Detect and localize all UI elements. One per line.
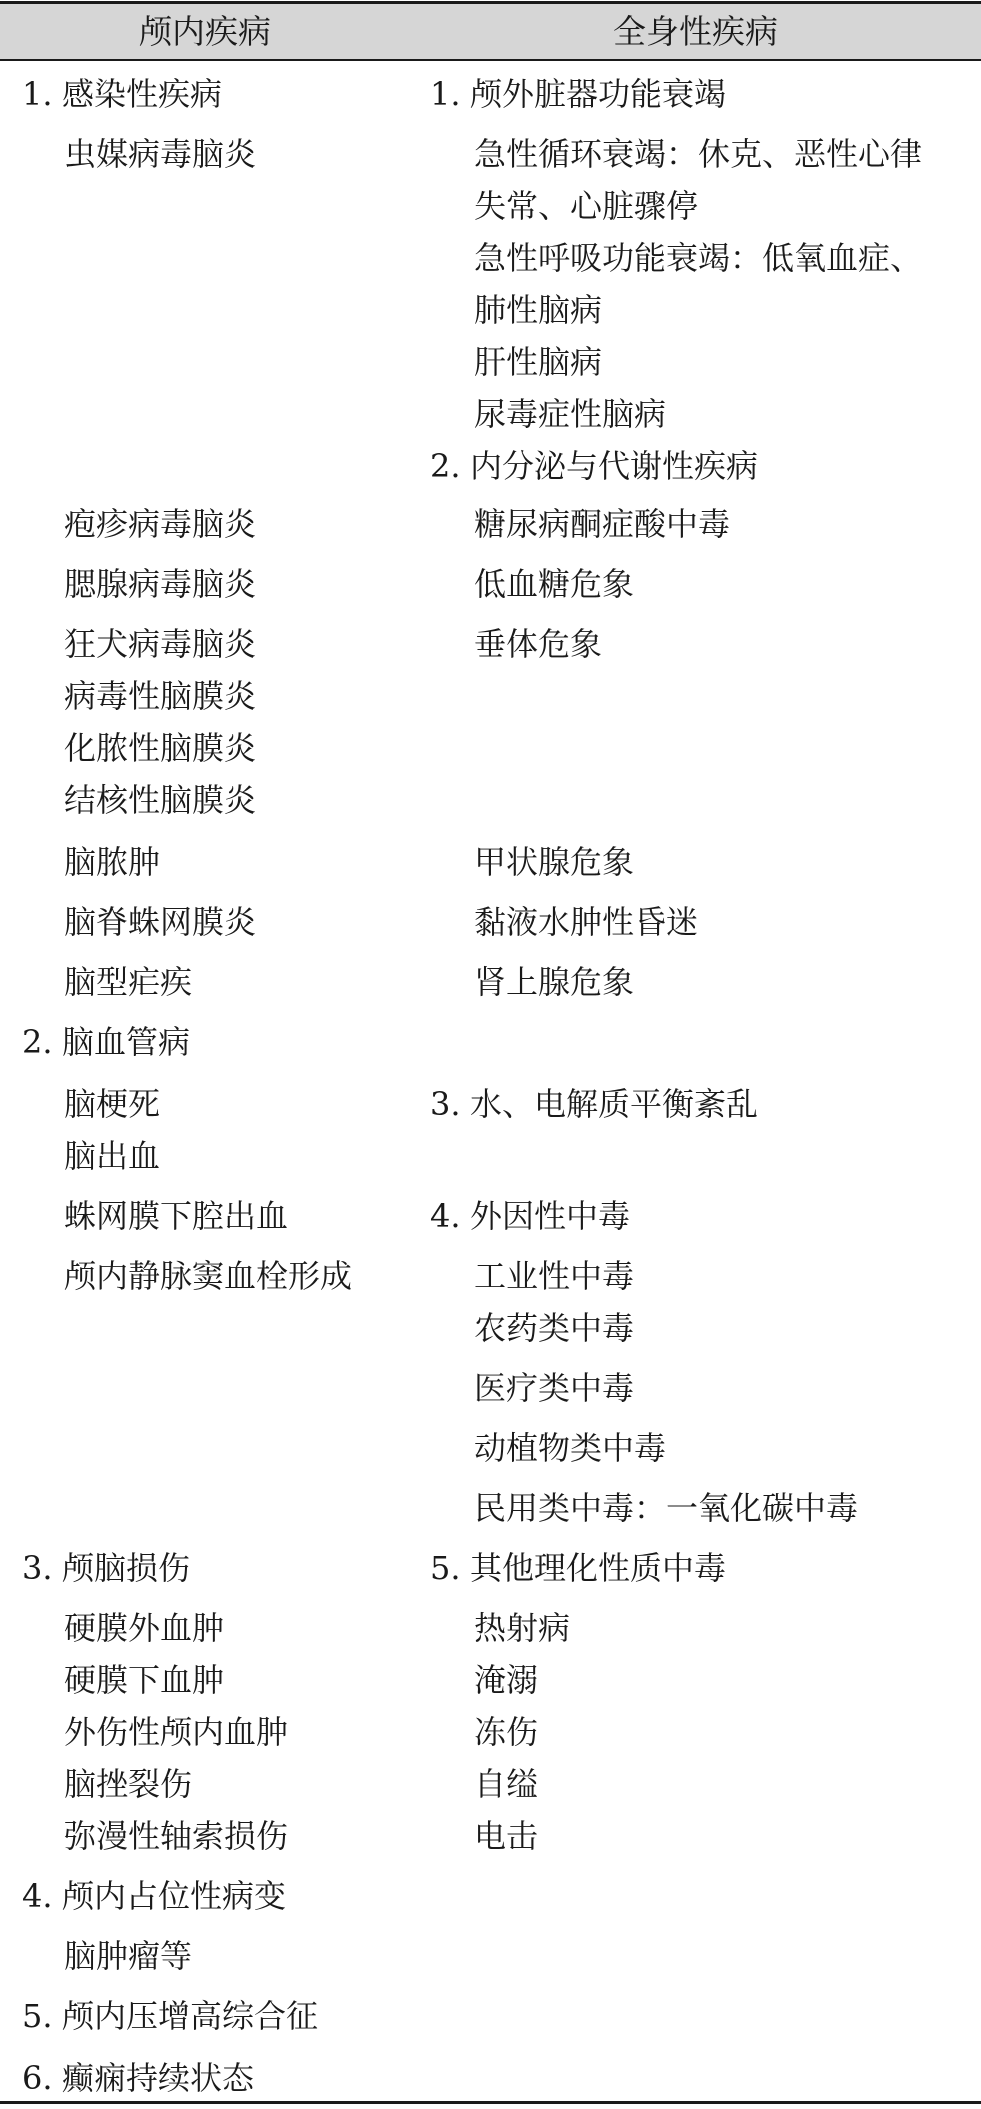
left-item [64, 902, 256, 942]
category-number: 4. [430, 1197, 461, 1235]
item-label: 硬膜下血肿 [64, 1661, 225, 1699]
item-label: 颅内静脉窦血栓形成 [64, 1257, 353, 1295]
right-category [430, 74, 726, 114]
item-label: 外伤性颅内血肿 [64, 1713, 289, 1751]
category-label: 脑血管病 [62, 1023, 191, 1061]
item-label: 冻伤 [474, 1713, 539, 1751]
item-label: 工业性中毒 [474, 1257, 635, 1295]
category-label: 癫痫持续状态 [62, 2059, 255, 2097]
left-item [64, 780, 256, 820]
left-category [22, 2058, 254, 2098]
item-label: 尿毒症性脑病 [474, 395, 667, 433]
item-label: 疱疹病毒脑炎 [64, 505, 257, 543]
category-label: 内分泌与代谢性疾病 [470, 447, 759, 485]
category-number: 1. [22, 75, 53, 113]
item-label: 低血糖危象 [474, 565, 635, 603]
category-number: 3. [22, 1549, 53, 1587]
left-item [64, 1764, 192, 1804]
item-label: 农药类中毒 [474, 1309, 635, 1347]
item-label: 热射病 [474, 1609, 571, 1647]
item-label: 脑脊蛛网膜炎 [64, 903, 257, 941]
right-item [474, 134, 922, 174]
category-number: 4. [22, 1877, 53, 1915]
right-item [474, 902, 698, 942]
left-item [64, 1816, 288, 1856]
left-item [64, 1196, 288, 1236]
item-label: 狂犬病毒脑炎 [64, 625, 257, 663]
right-item [474, 290, 602, 330]
item-label: 垂体危象 [474, 625, 603, 663]
category-label: 颅脑损伤 [62, 1549, 191, 1587]
table-header-rule [0, 59, 981, 61]
header-intracranial: 颅内疾病 [139, 12, 271, 51]
right-item [474, 564, 634, 604]
left-category [22, 74, 222, 114]
item-label: 电击 [474, 1817, 539, 1855]
category-number: 3. [430, 1085, 461, 1123]
item-label: 民用类中毒：一氧化碳中毒 [474, 1489, 859, 1527]
item-label: 动植物类中毒 [474, 1429, 667, 1467]
item-label: 结核性脑膜炎 [64, 781, 257, 819]
category-label: 其他理化性质中毒 [470, 1549, 727, 1587]
item-label: 腮腺病毒脑炎 [64, 565, 257, 603]
left-category [22, 1876, 286, 1916]
right-item [474, 1368, 634, 1408]
right-category [430, 1084, 758, 1124]
right-item [474, 1428, 666, 1468]
right-item [474, 1308, 634, 1348]
table-bottom-rule [0, 2101, 981, 2104]
right-item [474, 1712, 538, 1752]
left-category [22, 1548, 190, 1588]
category-label: 感染性疾病 [62, 75, 223, 113]
left-category [22, 1022, 190, 1062]
item-label: 肝性脑病 [474, 343, 603, 381]
item-label: 医疗类中毒 [474, 1369, 635, 1407]
left-item [64, 1608, 224, 1648]
left-category [22, 1996, 318, 2036]
item-label: 黏液水肿性昏迷 [474, 903, 699, 941]
item-label: 自缢 [474, 1765, 539, 1803]
category-label: 水、电解质平衡紊乱 [470, 1085, 759, 1123]
left-item [64, 134, 256, 174]
category-label: 颅外脏器功能衰竭 [470, 75, 727, 113]
right-category [430, 446, 758, 486]
left-item [64, 1084, 160, 1124]
item-label: 病毒性脑膜炎 [64, 677, 257, 715]
right-category [430, 1196, 630, 1236]
item-label: 虫媒病毒脑炎 [64, 135, 257, 173]
category-number: 6. [22, 2059, 53, 2097]
category-number: 1. [430, 75, 461, 113]
right-item [474, 1660, 538, 1700]
right-item [474, 504, 730, 544]
right-item [474, 1608, 570, 1648]
right-item [474, 962, 634, 1002]
right-item [474, 1256, 634, 1296]
category-number: 5. [430, 1549, 461, 1587]
item-label: 脑挫裂伤 [64, 1765, 193, 1803]
category-number: 2. [430, 447, 461, 485]
right-item [474, 1488, 858, 1528]
left-item [64, 504, 256, 544]
item-label: 淹溺 [474, 1661, 539, 1699]
left-item [64, 564, 256, 604]
header-systemic: 全身性疾病 [613, 12, 778, 51]
category-number: 2. [22, 1023, 53, 1061]
item-label: 肾上腺危象 [474, 963, 635, 1001]
left-item [64, 1136, 160, 1176]
left-item [64, 1256, 352, 1296]
left-item [64, 676, 256, 716]
item-label: 肺性脑病 [474, 291, 603, 329]
item-label: 蛛网膜下腔出血 [64, 1197, 289, 1235]
right-item [474, 624, 602, 664]
item-label: 脑肿瘤等 [64, 1937, 193, 1975]
left-item [64, 1936, 192, 1976]
right-item [474, 342, 602, 382]
right-item [474, 1764, 538, 1804]
category-label: 颅内压增高综合征 [62, 1997, 319, 2035]
left-item [64, 1712, 288, 1752]
item-label: 脑梗死 [64, 1085, 161, 1123]
left-item [64, 624, 256, 664]
left-item [64, 728, 256, 768]
left-item [64, 842, 160, 882]
right-item [474, 842, 634, 882]
category-number: 5. [22, 1997, 53, 2035]
right-item [474, 238, 922, 278]
left-item [64, 1660, 224, 1700]
item-label: 糖尿病酮症酸中毒 [474, 505, 731, 543]
item-label: 急性循环衰竭：休克、恶性心律 [474, 135, 923, 173]
item-label: 化脓性脑膜炎 [64, 729, 257, 767]
item-label: 失常、心脏骤停 [474, 187, 699, 225]
right-item [474, 394, 666, 434]
item-label: 脑出血 [64, 1137, 161, 1175]
right-item [474, 1816, 538, 1856]
item-label: 硬膜外血肿 [64, 1609, 225, 1647]
right-item [474, 186, 698, 226]
item-label: 脑型疟疾 [64, 963, 193, 1001]
category-label: 外因性中毒 [470, 1197, 631, 1235]
item-label: 弥漫性轴索损伤 [64, 1817, 289, 1855]
left-item [64, 962, 192, 1002]
item-label: 脑脓肿 [64, 843, 161, 881]
item-label: 甲状腺危象 [474, 843, 635, 881]
category-label: 颅内占位性病变 [62, 1877, 287, 1915]
item-label: 急性呼吸功能衰竭：低氧血症、 [474, 239, 923, 277]
right-category [430, 1548, 726, 1588]
